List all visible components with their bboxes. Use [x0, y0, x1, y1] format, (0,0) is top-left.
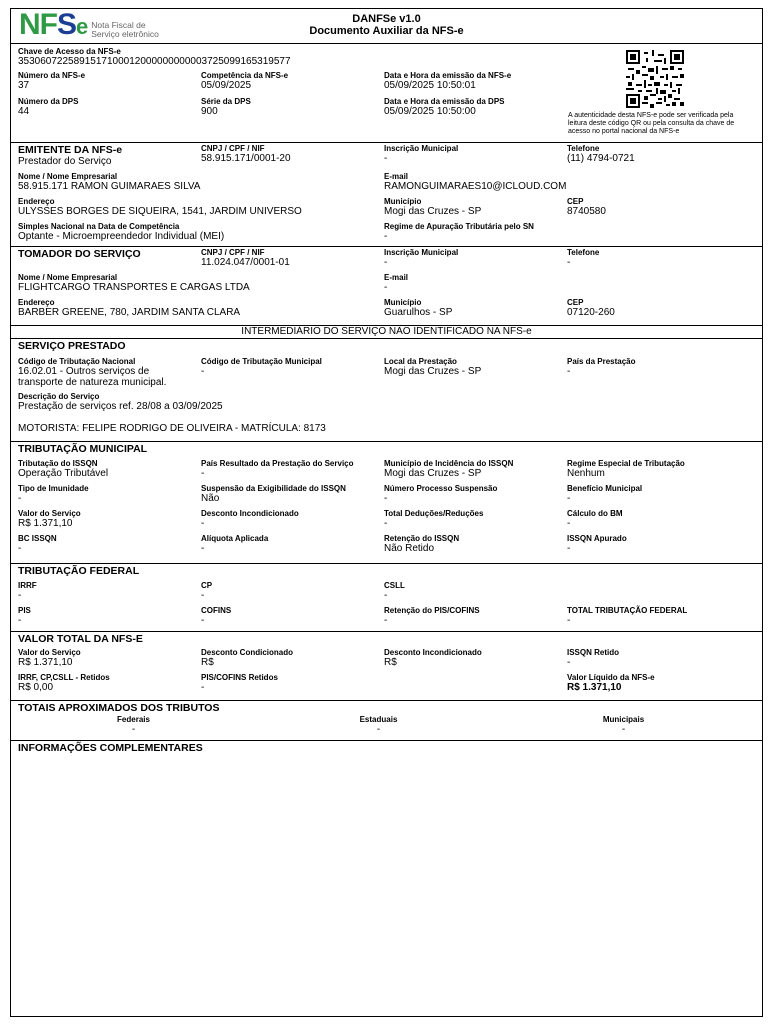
field-value: - — [201, 615, 205, 626]
field-value: - — [567, 518, 571, 529]
tomador-im-value: - — [384, 257, 388, 268]
field-cell — [560, 484, 746, 504]
identificacao-emissao-dps-label: Data e Hora da emissão da DPS — [384, 97, 505, 106]
field-value: - — [18, 590, 22, 601]
trib-municipal-title: TRIBUTAÇÃO MUNICIPAL — [18, 443, 148, 455]
field-label: TOTAL TRIBUTAÇÃO FEDERAL — [567, 606, 688, 615]
tomador-nome-label: Nome / Nome Empresarial — [18, 273, 118, 282]
field-value: - — [201, 518, 205, 529]
identificacao-numero-label: Número da NFS-e — [18, 71, 86, 80]
header-logo-sub-1: Nota Fiscal de — [91, 20, 146, 30]
identificacao-competencia-label: Competência da NFS-e — [201, 71, 289, 80]
field-label: CSLL — [384, 581, 405, 590]
field-value: - — [18, 543, 22, 554]
emitente-im-value: - — [384, 153, 388, 164]
field-cell — [377, 509, 560, 529]
qr-note: A autenticidade desta NFS-e pode ser verificada pela leitura deste código QR ou pela consulta da chave de acesso no portal nacional da NFS-e — [568, 112, 735, 135]
identificacao-competencia-value: 05/09/2025 — [201, 80, 252, 91]
totais-municipais-value: - — [621, 724, 626, 735]
tomador-im-label: Inscrição Municipal — [384, 248, 459, 257]
servico-local-value: Mogi das Cruzes - SP — [384, 366, 482, 377]
field-label: Alíquota Aplicada — [201, 534, 269, 543]
servico-local-label: Local da Prestação — [384, 357, 457, 366]
servico-ctn-value: 16.02.01 - Outros serviços de transporte de natureza municipal. — [18, 366, 167, 388]
field-label: PIS — [18, 606, 31, 615]
field-cell — [377, 484, 560, 504]
tomador-nome-value: FLIGHTCARGO TRANSPORTES E CARGAS LTDA — [18, 282, 250, 293]
field-value: Não Retido — [384, 543, 435, 554]
field-value: - — [384, 493, 388, 504]
field-value: - — [201, 543, 205, 554]
totais-federais-value: - — [131, 724, 136, 735]
field-value: - — [567, 543, 571, 554]
valor-total-title: VALOR TOTAL DA NFS-E — [18, 633, 143, 645]
field-label: Retenção do ISSQN — [384, 534, 460, 543]
emitente-cep-value: 8740580 — [567, 206, 606, 217]
field-label: IRRF — [18, 581, 37, 590]
servico-title: SERVIÇO PRESTADO — [18, 340, 126, 352]
danfse-document — [10, 8, 763, 1017]
field-cell — [560, 606, 746, 626]
field-value: - — [567, 615, 571, 626]
valor-total-irrf-value: R$ 0,00 — [18, 682, 54, 693]
tomador-tel-value: - — [567, 257, 571, 268]
emitente-sn-label: Simples Nacional na Data de Competência — [18, 222, 180, 231]
emitente-title: EMITENTE DA NFS-e — [18, 144, 123, 156]
tomador-cep-label: CEP — [567, 298, 584, 307]
field-label: COFINS — [201, 606, 232, 615]
tomador-section — [11, 247, 762, 326]
emitente-regime-value: - — [384, 231, 388, 242]
emitente-nome-value: 58.915.171 RAMON GUIMARAES SILVA — [18, 181, 201, 192]
field-label: Cálculo do BM — [567, 509, 623, 518]
field-cell — [560, 581, 746, 601]
identificacao-dps-value: 44 — [18, 106, 30, 117]
field-label: Benefício Municipal — [567, 484, 643, 493]
field-label: Regime Especial de Tributação — [567, 459, 685, 468]
tomador-mun-label: Município — [384, 298, 422, 307]
field-cell — [377, 581, 560, 601]
valor-total-di-value: R$ — [384, 657, 397, 668]
field-value: - — [384, 615, 388, 626]
valor-total-pc-value: - — [201, 682, 205, 693]
tomador-end-label: Endereço — [18, 298, 55, 307]
doc-subtitle: Documento Auxiliar da NFS-e — [309, 25, 464, 37]
info-title: INFORMAÇÕES COMPLEMENTARES — [18, 742, 203, 754]
chave-acesso: 35306072258915171000120000000000037250991653195​77 — [18, 56, 291, 67]
tomador-email-value: - — [384, 282, 388, 293]
field-cell — [194, 459, 377, 479]
tomador-cnpj-value: 11.024.047/0001-01 — [201, 257, 290, 268]
emitente-end-label: Endereço — [18, 197, 55, 206]
emitente-mun-label: Município — [384, 197, 422, 206]
valor-total-di-label: Desconto Incondicionado — [384, 648, 482, 657]
emitente-nome-label: Nome / Nome Empresarial — [18, 172, 118, 181]
emitente-tel-value: (11) 4794-0721 — [567, 153, 635, 164]
field-cell — [194, 606, 377, 626]
field-value: R$ 1.371,10 — [18, 518, 73, 529]
valor-total-pc-label: PIS/COFINS Retidos — [201, 673, 278, 682]
emitente-mun-value: Mogi das Cruzes - SP — [384, 206, 482, 217]
tomador-end-value: BARBER GREENE, 780, JARDIM SANTA CLARA — [18, 307, 241, 318]
totais-estaduais-value: - — [376, 724, 381, 735]
intermediario-line: INTERMEDIÁRIO DO SERVIÇO NÃO IDENTIFICADO NA NFS-e — [11, 326, 762, 339]
totais-federais-label: Federais — [117, 715, 150, 724]
field-cell — [11, 484, 194, 504]
tomador-email-label: E-mail — [384, 273, 409, 282]
field-cell — [11, 606, 194, 626]
field-cell — [560, 534, 746, 554]
servico-desc-label: Descrição do Serviço — [18, 392, 100, 401]
field-value: - — [201, 468, 205, 479]
tributacao-municipal-section — [11, 442, 762, 564]
trib-federal-title: TRIBUTAÇÃO FEDERAL — [18, 565, 140, 577]
identificacao-serie-value: 900 — [201, 106, 218, 117]
field-label: Município de Incidência do ISSQN — [384, 459, 514, 468]
header-logo-sub-2: Serviço eletrônico — [91, 29, 159, 39]
valor-total-section — [11, 632, 762, 701]
field-label: Suspensão da Exigibilidade do ISSQN — [201, 484, 346, 493]
field-cell — [194, 484, 377, 504]
totais-estaduais-label: Estaduais — [359, 715, 398, 724]
valor-total-vl-label: Valor Líquido da NFS-e — [567, 673, 655, 682]
field-value: - — [18, 493, 22, 504]
field-cell — [377, 534, 560, 554]
field-label: Tipo de Imunidade — [18, 484, 89, 493]
valor-total-vs-value: R$ 1.371,10 — [18, 657, 73, 668]
emitente-subtitle: Prestador do Serviço — [18, 156, 112, 167]
field-value: Nenhum — [567, 468, 605, 479]
servico-ctn-label: Código de Tributação Nacional — [18, 357, 136, 366]
field-value: - — [18, 615, 22, 626]
emitente-cnpj-label: CNPJ / CPF / NIF — [201, 144, 265, 153]
tomador-cep-value: 07120-260 — [567, 307, 615, 318]
servico-desc-value: Prestação de serviços ref. 28/08 a 03/09/2025 — [18, 401, 223, 412]
field-value: - — [384, 518, 388, 529]
doc-title: DANFSe v1.0 — [352, 13, 421, 25]
field-label: Número Processo Suspensão — [384, 484, 498, 493]
servico-pais-label: País da Prestação — [567, 357, 636, 366]
tomador-cnpj-label: CNPJ / CPF / NIF — [201, 248, 265, 257]
field-cell — [377, 606, 560, 626]
field-value: - — [567, 493, 571, 504]
emitente-section — [11, 143, 762, 247]
servico-ctm-label: Código de Tributação Municipal — [201, 357, 322, 366]
field-label: País Resultado da Prestação do Serviço — [201, 459, 354, 468]
tributacao-federal-section — [11, 564, 762, 632]
identificacao-emissao-dps-value: 05/09/2025 10:50:00 — [384, 106, 476, 117]
motorista-text: MOTORISTA: FELIPE RODRIGO DE OLIVEIRA - MATRÍCULA: 8173 — [18, 423, 326, 434]
field-label: Retenção do PIS/COFINS — [384, 606, 480, 615]
tomador-mun-value: Guarulhos - SP — [384, 307, 453, 318]
valor-total-dc-value: R$ — [201, 657, 214, 668]
identificacao-emissao-label: Data e Hora da emissão da NFS-e — [384, 71, 512, 80]
field-value: Mogi das Cruzes - SP — [384, 468, 482, 479]
identificacao-emissao-value: 05/09/2025 10:50:01 — [384, 80, 476, 91]
field-value: - — [201, 590, 205, 601]
qr-code-icon — [626, 50, 684, 108]
field-cell — [560, 509, 746, 529]
totais-municipais-label: Municipais — [602, 715, 645, 724]
field-cell — [194, 534, 377, 554]
emitente-email-label: E-mail — [384, 172, 409, 181]
identificacao-numero-value: 37 — [18, 80, 30, 91]
emitente-sn-value: Optante - Microempreendedor Individual (MEI) — [18, 231, 225, 242]
emitente-email-value: RAMONGUIMARAES10@ICLOUD.COM — [384, 181, 567, 192]
field-cell — [11, 534, 194, 554]
emitente-im-label: Inscrição Municipal — [384, 144, 459, 153]
field-cell — [194, 509, 377, 529]
field-label: Desconto Incondicionado — [201, 509, 299, 518]
field-value: Não — [201, 493, 220, 504]
identificacao-dps-label: Número da DPS — [18, 97, 79, 106]
totais-section — [11, 701, 762, 741]
valor-total-ir-value: - — [567, 657, 571, 668]
emitente-regime-label: Regime de Apuração Tributária pelo SN — [384, 222, 534, 231]
servico-section — [11, 339, 762, 442]
field-label: Tributação do ISSQN — [18, 459, 98, 468]
field-value: Operação Tributável — [18, 468, 109, 479]
identificacao-chave-label: Chave de Acesso da NFS-e — [18, 47, 121, 56]
document-header — [11, 9, 762, 44]
field-label: Total Deduções/Reduções — [384, 509, 484, 518]
valor-total-dc-label: Desconto Condicionado — [201, 648, 293, 657]
emitente-cep-label: CEP — [567, 197, 584, 206]
field-value: - — [384, 590, 388, 601]
valor-total-vs-label: Valor do Serviço — [18, 648, 81, 657]
totais-title: TOTAIS APROXIMADOS DOS TRIBUTOS — [18, 702, 220, 714]
field-cell — [560, 459, 746, 479]
emitente-cnpj-value: 58.915.171/0001-20 — [201, 153, 291, 164]
field-cell — [194, 581, 377, 601]
tomador-title: TOMADOR DO SERVIÇO — [18, 248, 141, 260]
servico-ctm-value: - — [201, 366, 205, 377]
field-label: CP — [201, 581, 213, 590]
servico-pais-value: - — [567, 366, 571, 377]
tomador-tel-label: Telefone — [567, 248, 600, 257]
valor-total-irrf-label: IRRF, CP,CSLL - Retidos — [18, 673, 110, 682]
field-cell — [11, 509, 194, 529]
identificacao-section — [11, 44, 762, 143]
field-cell — [11, 581, 194, 601]
emitente-end-value: ULYSSES BORGES DE SIQUEIRA, 1541, JARDIM UNIVERSO — [18, 206, 302, 217]
valor-total-ir-label: ISSQN Retido — [567, 648, 620, 657]
nfse-logo: NFSe Nota Fiscal de Serviço eletrônico — [19, 11, 161, 41]
field-label: Valor do Serviço — [18, 509, 81, 518]
field-label: BC ISSQN — [18, 534, 57, 543]
valor-liquido: R$ 1.371,10 — [567, 682, 622, 693]
identificacao-serie-label: Série da DPS — [201, 97, 251, 106]
field-cell — [377, 459, 560, 479]
field-label: ISSQN Apurado — [567, 534, 627, 543]
field-cell — [11, 459, 194, 479]
emitente-tel-label: Telefone — [567, 144, 600, 153]
